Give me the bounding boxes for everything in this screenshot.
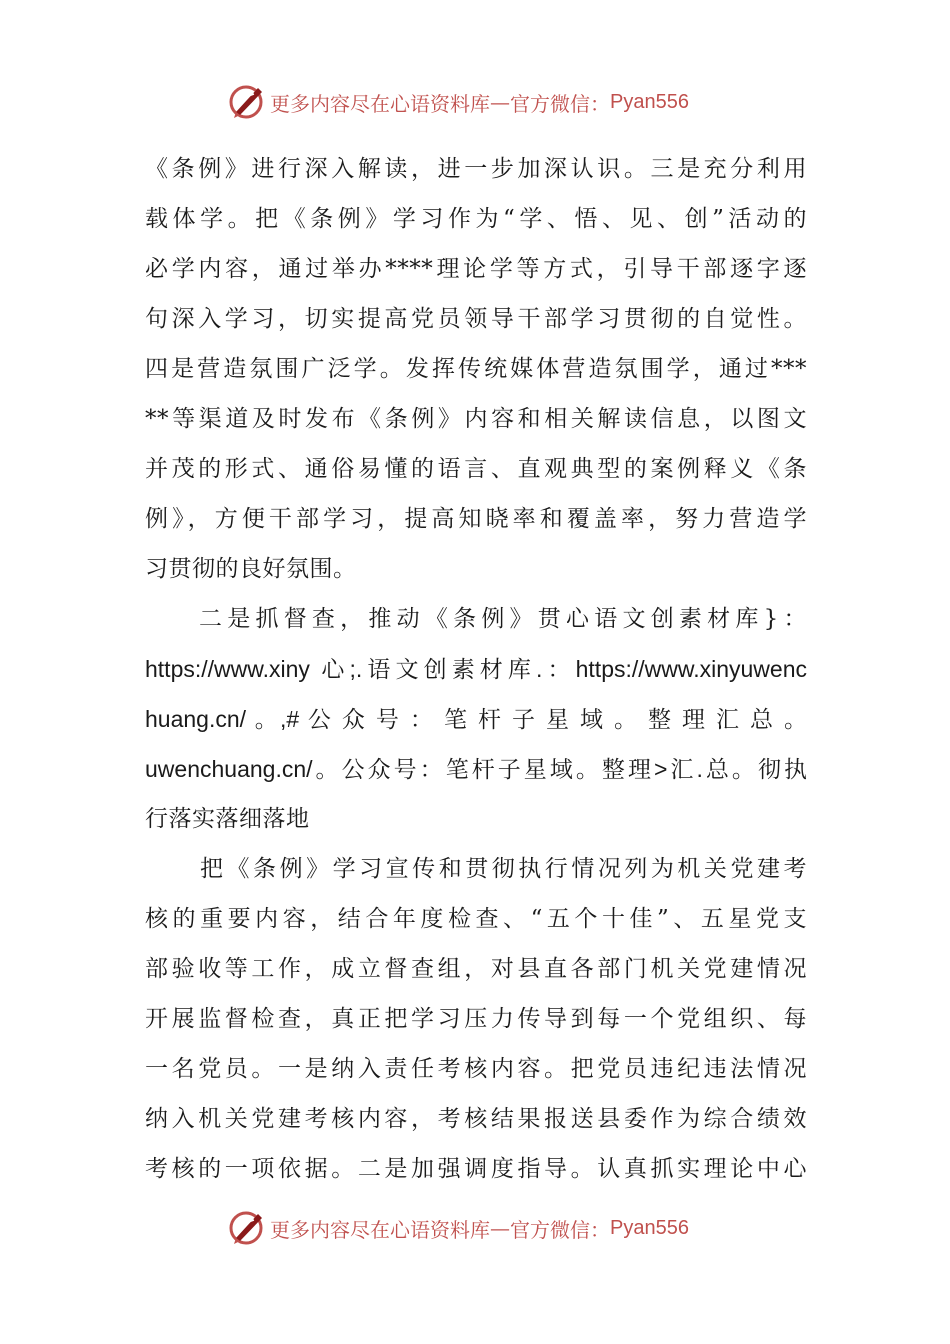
- text-line: 《条例》进行深入解读，进一步加深认识。三是充分利用: [145, 156, 807, 182]
- text-line: https://www.xiny 心;.语文创素材库.：https://www.xinyuwenc: [145, 656, 807, 682]
- text-line: 考核的一项依据。二是加强调度指导。认真抓实理论中心: [145, 1156, 807, 1182]
- text-line: 并茂的形式、通俗易懂的语言、直观典型的案例释义《条: [145, 456, 807, 482]
- text-line: 例》，方便干部学习，提高知晓率和覆盖率，努力营造学: [145, 506, 807, 532]
- text-line: 句深入学习，切实提高党员领导干部学习贯彻的自觉性。: [145, 306, 807, 332]
- text-line: 四是营造氛围广泛学。发挥传统媒体营造氛围学，通过***: [145, 356, 807, 382]
- pen-logo-icon: [228, 1208, 268, 1248]
- banner-dash: —: [490, 90, 510, 114]
- text-line: 习贯彻的良好氛围。: [145, 556, 357, 582]
- text-line: **等渠道及时发布《条例》内容和相关解读信息，以图文: [145, 406, 807, 432]
- text-line: 开展监督检查，真正把学习压力传导到每一个党组织、每: [145, 1006, 807, 1032]
- text-line: 必学内容，通过举办****理论学等方式，引导干部逐字逐: [145, 256, 807, 282]
- text-line: uwenchuang.cn/。公众号：笔杆子星域。整理>汇.总。彻执: [145, 756, 807, 782]
- banner-brand: 更多内容尽在心语资料库: [270, 91, 490, 116]
- text-line: 载体学。把《条例》学习作为“学、悟、见、创”活动的: [145, 206, 807, 232]
- banner-dash: —: [490, 1216, 510, 1240]
- banner-wechat-label: 官方微信：: [510, 1217, 610, 1242]
- footer-banner: [228, 1206, 748, 1250]
- document-body: [145, 144, 807, 1194]
- pen-logo-icon: [228, 82, 268, 122]
- text-line: 行落实落细落地: [145, 806, 310, 832]
- paragraph-3: [145, 844, 807, 1194]
- text-line: 核的重要内容，结合年度检查、“五个十佳”、五星党支: [145, 906, 807, 932]
- text-line: 一名党员。一是纳入责任考核内容。把党员违纪违法情况: [145, 1056, 807, 1082]
- paragraph-1: [145, 144, 807, 594]
- text-line: 把《条例》学习宣传和贯彻执行情况列为机关党建考: [200, 856, 807, 882]
- banner-brand: 更多内容尽在心语资料库: [270, 1217, 490, 1242]
- header-banner: [228, 80, 748, 124]
- banner-wechat-label: 官方微信：: [510, 91, 610, 116]
- text-line: 二是抓督查，推动《条例》贯心语文创素材库}：: [199, 606, 807, 632]
- banner-wechat-id: Pyan556: [610, 1216, 689, 1239]
- text-line: 部验收等工作，成立督查组，对县直各部门机关党建情况: [145, 956, 807, 982]
- text-line: 纳入机关党建考核内容，考核结果报送县委作为综合绩效: [145, 1106, 807, 1132]
- paragraph-2: [145, 594, 807, 844]
- text-line: huang.cn/ 。,# 公 众 号 ： 笔 杆 子 星 域 。 整 理 汇 总 。: [145, 706, 808, 732]
- banner-wechat-id: Pyan556: [610, 90, 689, 113]
